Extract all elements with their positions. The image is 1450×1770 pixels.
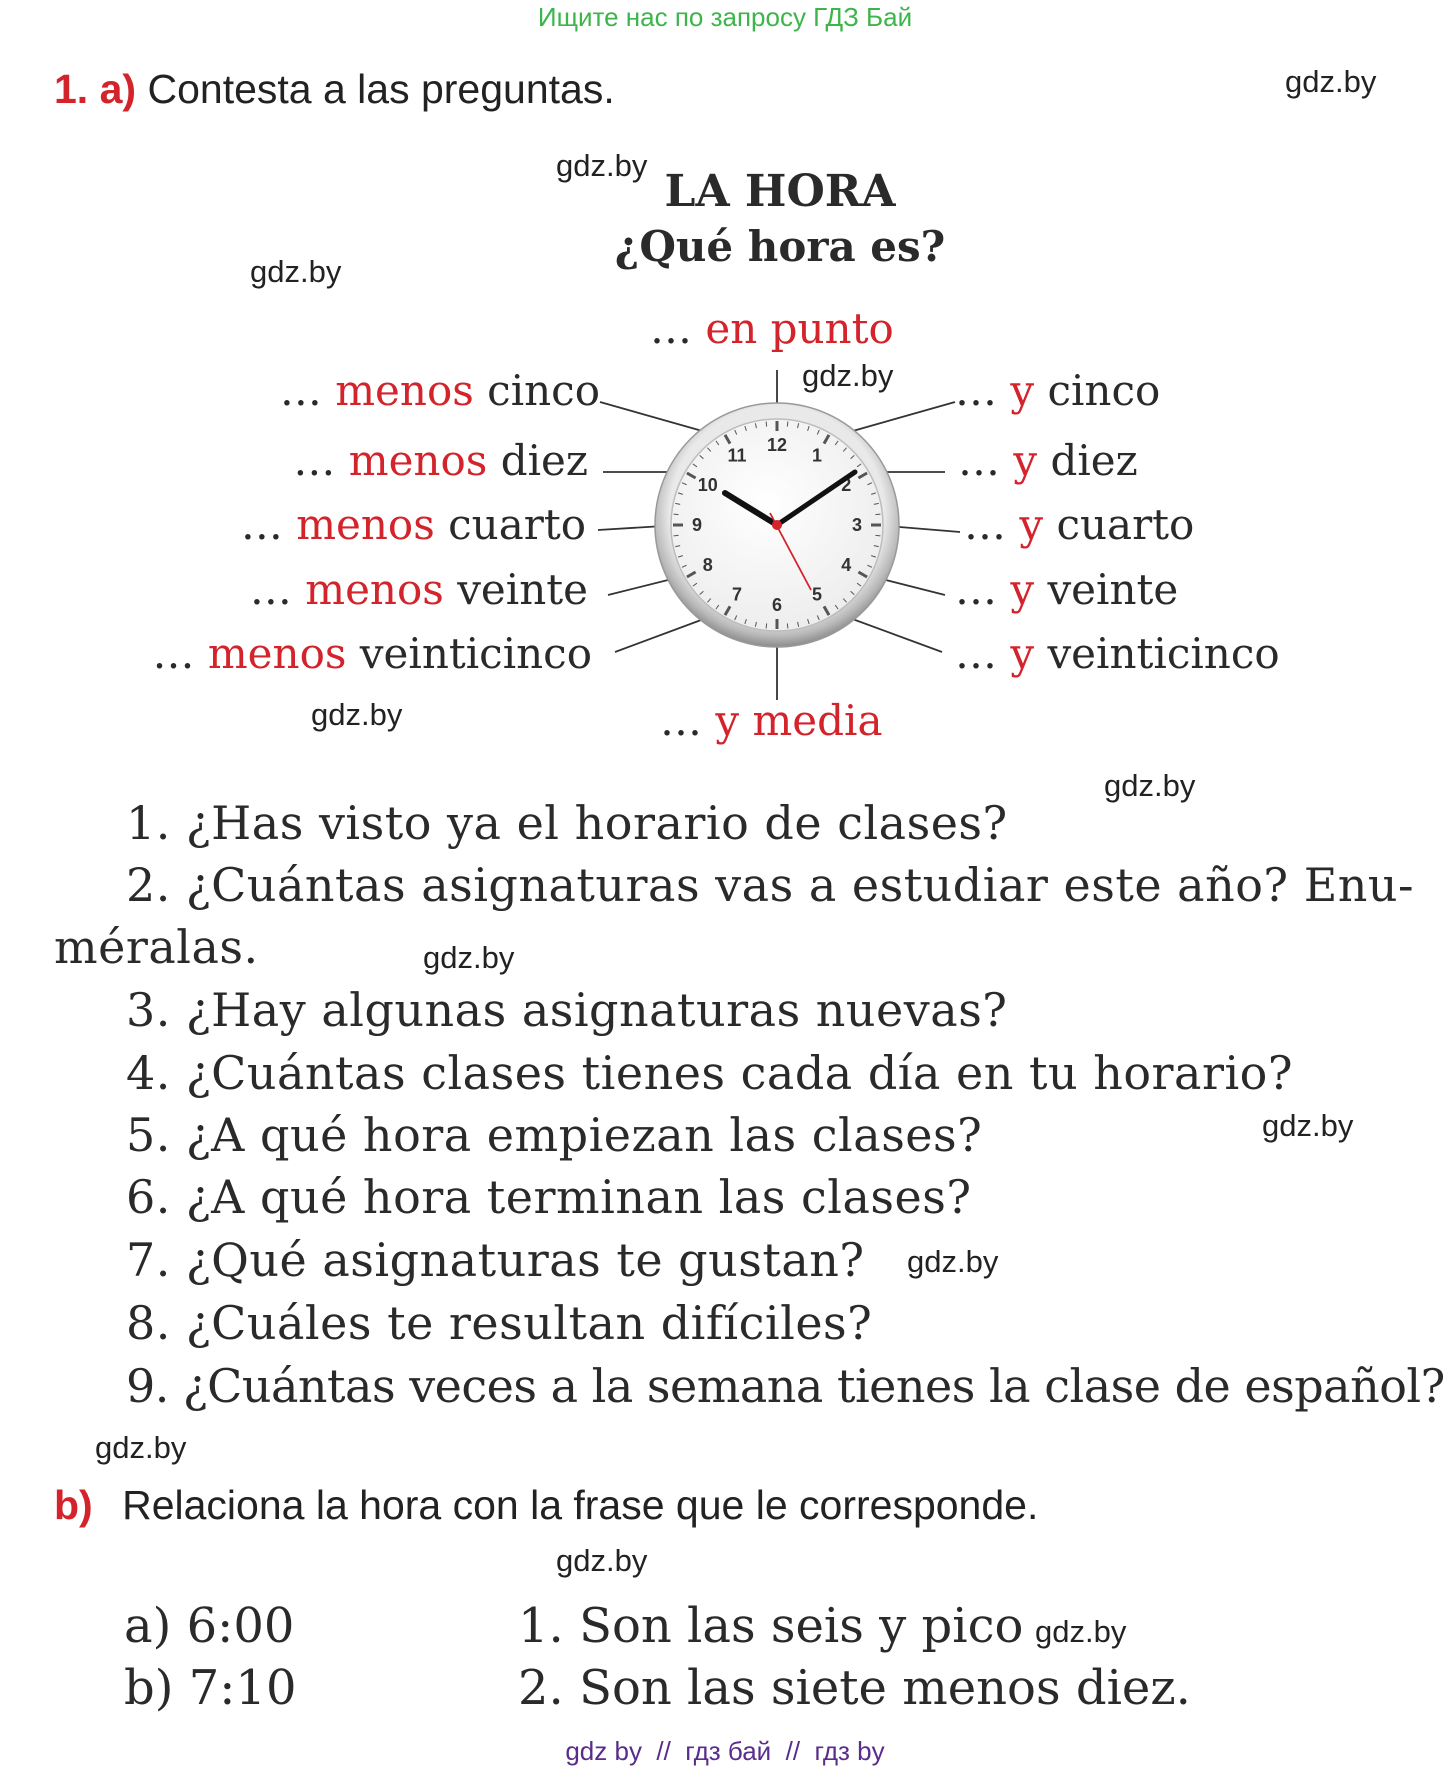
clock-tick [787,422,788,427]
watermark: gdz.by [250,254,342,289]
clock-tick [674,535,679,536]
watermark: gdz.by [1104,768,1196,803]
watermark: gdz.by [556,1543,648,1578]
clock-number: 7 [731,584,743,605]
clock-number: 2 [841,475,852,495]
clock-number: 6 [771,595,783,615]
clock-number: 12 [766,435,788,455]
watermark: gdz.by [1035,1614,1127,1649]
clock [655,403,899,647]
part-b-instruction: Relaciona la hora con la frase que le corresponde. [122,1482,1039,1528]
clock-tick [766,422,767,427]
match-phrase-1: 1. Son las seis y pico [518,1598,1024,1654]
watermark: gdz.by [907,1244,999,1279]
clock-center-cap [772,520,782,530]
clock-tick [787,623,788,628]
label-menos-diez: … menos diez [293,436,588,485]
clock-number: 5 [811,584,823,605]
top-banner: Ищите нас по запросу ГДЗ Бай [537,2,913,32]
watermark: gdz.by [423,940,515,975]
clock-number: 11 [727,445,747,466]
label-menos-veinte: … menos veinte [249,565,588,614]
question-6: 6. ¿A qué hora terminan las clases? [126,1170,972,1224]
label-y-cuarto: … y cuarto [964,500,1195,549]
question-4: 4. ¿Cuántas clases tienes cada día en tu horario? [126,1046,1294,1100]
clock-subtitle: ¿Qué hora es? [614,222,946,271]
label-y-media: … y media [660,696,883,745]
match-time-b: b) 7:10 [124,1660,297,1716]
watermark: gdz.by [1285,64,1377,99]
part-a-instruction: Contesta a las preguntas. [147,66,615,112]
part-b-heading [54,1482,1038,1529]
question-1: 1. ¿Has visto ya el horario de clases? [126,796,1008,850]
clock-number: 4 [841,555,852,575]
exercise-number: 1. [54,66,89,112]
question-3: 3. ¿Hay algunas asignaturas nuevas? [126,983,1008,1037]
label-en-punto: … en punto [650,304,894,353]
clock-title: LA HORA [664,166,896,217]
question-2: 2. ¿Cuántas asignaturas vas a estudiar este año? Enu- [126,858,1415,912]
part-a-marker: a) [99,66,137,112]
watermark: gdz.by [311,697,403,732]
clock-tick [766,623,767,628]
match-time-a: a) 6:00 [124,1598,295,1654]
question-7: 7. ¿Qué asignaturas te gustan? [126,1233,865,1287]
question-5: 5. ¿A qué hora empiezan las clases? [126,1108,983,1162]
question-8: 8. ¿Cuáles te resultan difíciles? [126,1296,873,1350]
watermark: gdz.by [802,358,894,393]
label-menos-cuarto: … menos cuarto [240,500,586,549]
clock-tick [875,514,880,515]
clock-number: 8 [702,555,713,575]
clock-number: 1 [811,445,823,466]
clock-tick [875,535,880,536]
label-menos-veinticinco: … menos veinticinco [152,629,592,678]
label-y-veinticinco: … y veinticinco [955,629,1280,678]
label-y-diez: … y diez [958,436,1138,485]
footer: gdz by // гдз бай // гдз by [565,1736,885,1766]
label-menos-cinco: … menos cinco [279,366,600,415]
watermark: gdz.by [1262,1108,1354,1143]
part-b-marker: b) [54,1482,93,1528]
watermark: gdz.by [95,1430,187,1465]
clock-tick [674,514,679,515]
question-9: 9. ¿Cuántas veces a la semana tienes la clase de español? [126,1359,1445,1413]
clock-number: 3 [851,515,863,535]
clock-number: 9 [691,515,703,535]
label-y-veinte: … y veinte [955,565,1179,614]
label-y-cinco: … y cinco [955,366,1161,415]
clock-number: 10 [697,475,718,495]
question-2-continuation: méralas. [54,920,259,974]
watermark: gdz.by [556,148,648,183]
match-phrase-2: 2. Son las siete menos diez. [518,1660,1191,1716]
